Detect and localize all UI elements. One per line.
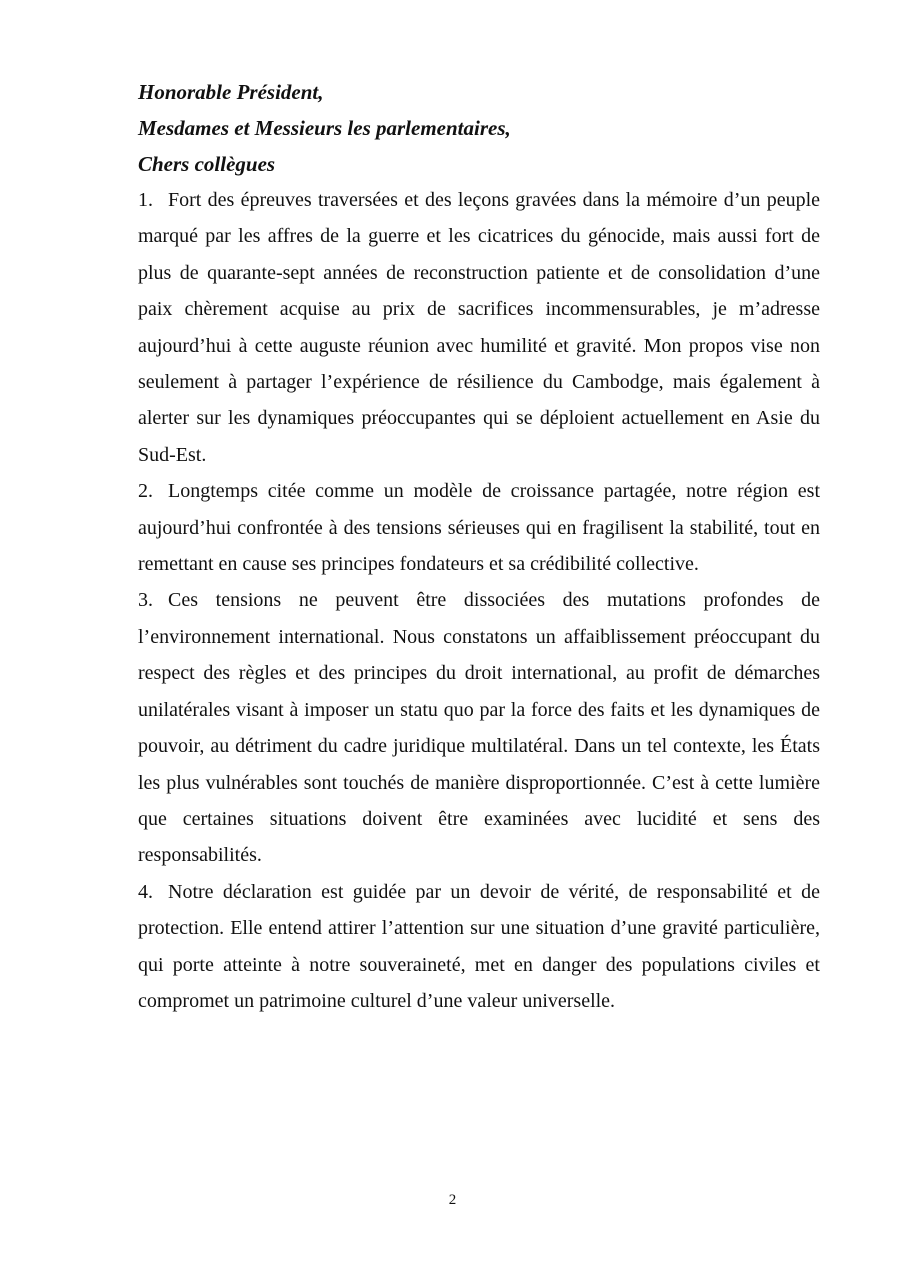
paragraph-2 [138,473,820,582]
paragraph-number: 2. [138,480,153,503]
paragraph-3 [138,582,820,873]
page-number: 2 [448,1192,457,1208]
paragraph-text: Fort des épreuves traversées et des leçons gravées dans la mémoire d’un peuple marqué par les affres de la guerre et les cicatrices du génocide, mais aussi fort de plus de quarante-sept années de reconstruction patiente et de consolidation d’une paix chèrement acquise au prix de sacrifices incommensurables, je m’adresse aujourd’hui à cette auguste réunion avec humilité et gravité. Mon propos vise non seulement à partager l’expérience de résilience du Cambodge, mais également à alerter sur les dynamiques préoccupantes qui se déploient actuellement en Asie du Sud-Est. [138,189,820,466]
paragraph-text: Ces tensions ne peuvent être dissociées des mutations profondes de l’environnement international. Nous constatons un affaiblissement préoccupant du respect des règles et des principes du droit international, au profit de démarches unilatérales visant à imposer un statu quo par la force des faits et les dynamiques de pouvoir, au détriment du cadre juridique multilatéral. Dans un tel contexte, les États les plus vulnérables sont touchés de manière disproportionnée. C’est à cette lumière que certaines situations doivent être examinées avec lucidité et sens des responsabilités. [138,589,820,867]
paragraph-number: 3. [138,589,153,612]
paragraph-1 [138,182,820,473]
salutation-line-colleagues: Chers collègues [138,152,276,176]
paragraph-number: 1. [138,189,153,211]
paragraph-text: Notre déclaration est guidée par un devoir de vérité, de responsabilité et de protection. Elle entend attirer l’attention sur une situation d’une gravité particulière, qui porte atteinte à notre souveraineté, met en danger des populations civiles et compromet un patrimoine culturel d’une valeur universelle. [138,880,820,1012]
document-page [138,74,820,1019]
paragraph-number: 4. [138,880,153,903]
salutation-line-parliamentarians: Mesdames et Messieurs les parlementaires, [138,116,511,140]
paragraph-text: Longtemps citée comme un modèle de croissance partagée, notre région est aujourd’hui confrontée à des tensions sérieuses qui en fragilisent la stabilité, tout en remettant en cause ses principes fondateurs et sa crédibilité collective. [138,480,820,576]
salutation-line-president: Honorable Président, [138,80,324,104]
paragraph-4 [138,874,820,1020]
